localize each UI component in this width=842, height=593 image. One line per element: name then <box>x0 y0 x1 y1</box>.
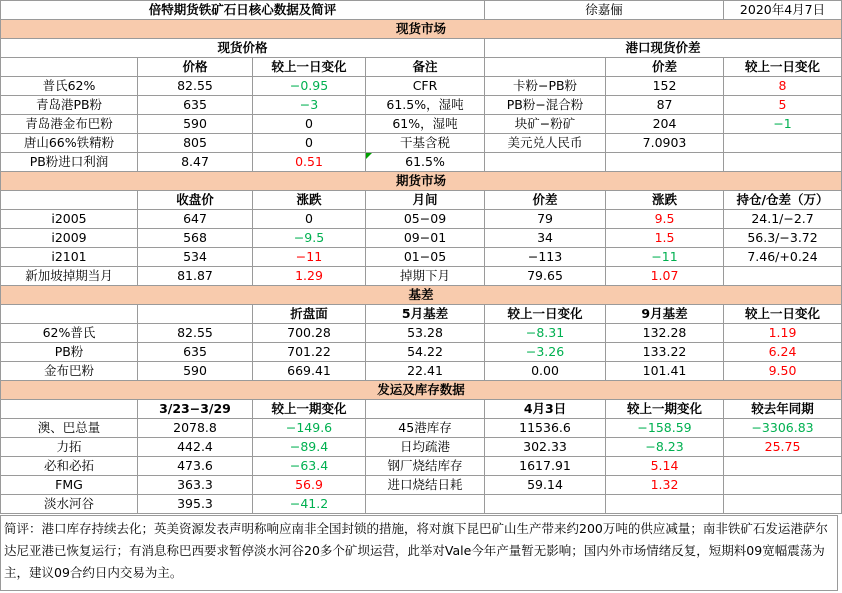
spot-left-title: 现货价格 <box>1 39 485 58</box>
col-header: 价格 <box>138 58 253 77</box>
section-futures: 期货市场 <box>1 172 842 191</box>
report-title: 倍特期货铁矿石日核心数据及简评 <box>1 1 485 20</box>
table-row: 必和必拓 473.6 −63.4 钢厂烧结库存 1617.91 5.14 <box>1 457 842 476</box>
col-header: 较去年同期 <box>724 400 842 419</box>
table-row: FMG 363.3 56.9 进口烧结日耗 59.14 1.32 <box>1 476 842 495</box>
table-row: 青岛港PB粉 635 −3 61.5%，湿吨 PB粉−混合粉 87 5 <box>1 96 842 115</box>
col-header: 9月基差 <box>606 305 724 324</box>
col-header: 涨跌 <box>253 191 366 210</box>
col-header: 价差 <box>485 191 606 210</box>
col-header: 价差 <box>606 58 724 77</box>
table-row: 唐山66%铁精粉 805 0 干基含税 美元兑人民币 7.0903 <box>1 134 842 153</box>
col-header: 5月基差 <box>366 305 485 324</box>
col-header: 3/23−3/29 <box>138 400 253 419</box>
col-header: 持仓/仓差（万） <box>724 191 842 210</box>
table-row: 金布巴粉 590 669.41 22.41 0.00 101.41 9.50 <box>1 362 842 381</box>
table-row: 青岛港金布巴粉 590 0 61%，湿吨 块矿−粉矿 204 −1 <box>1 115 842 134</box>
section-basis: 基差 <box>1 286 842 305</box>
col-header: 收盘价 <box>138 191 253 210</box>
col-header: 较上一日变化 <box>253 58 366 77</box>
col-header: 较上一日变化 <box>724 58 842 77</box>
col-header: 月间 <box>366 191 485 210</box>
table-row: PB粉进口利润 8.47 0.51 61.5% <box>1 153 842 172</box>
report-date: 2020年4月7日 <box>724 1 842 20</box>
table-row: 新加坡掉期当月 81.87 1.29 掉期下月 79.65 1.07 <box>1 267 842 286</box>
spot-right-title: 港口现货价差 <box>485 39 842 58</box>
section-spot: 现货市场 <box>1 20 842 39</box>
table-row: 澳、巴总量 2078.8 −149.6 45港库存 11536.6 −158.59 −3306.83 <box>1 419 842 438</box>
table-row: 普氏62% 82.55 −0.95 CFR 卡粉−PB粉 152 8 <box>1 77 842 96</box>
col-header: 4月3日 <box>485 400 606 419</box>
table-row: 62%普氏 82.55 700.28 53.28 −8.31 132.28 1.19 <box>1 324 842 343</box>
col-header: 较上一期变化 <box>253 400 366 419</box>
col-header: 较上一日变化 <box>724 305 842 324</box>
col-header: 较上一期变化 <box>606 400 724 419</box>
table-row: i2009 568 −9.5 09−01 34 1.5 56.3/−3.72 <box>1 229 842 248</box>
col-header: 折盘面 <box>253 305 366 324</box>
col-header: 涨跌 <box>606 191 724 210</box>
table-row: i2101 534 −11 01−05 −113 −11 7.46/+0.24 <box>1 248 842 267</box>
table-row: PB粉 635 701.22 54.22 −3.26 133.22 6.24 <box>1 343 842 362</box>
commentary: 简评：港口库存持续去化；英美资源发表声明称响应南非全国封锁的措施，将对旗下昆巴矿山生产带来约200万吨的供应减量；南非铁矿石发运港萨尔达尼亚港已恢复运行；有消息称巴西要求暂停淡水河谷20多个矿坝运营，此举对Vale今年产量暂无影响；国内外市场情绪反复，短期料09宽幅震荡为主，建议09合约日内交易为主。 <box>0 515 838 591</box>
table-row: 力拓 442.4 −89.4 日均疏港 302.33 −8.23 25.75 <box>1 438 842 457</box>
col-header: 较上一日变化 <box>485 305 606 324</box>
col-header: 备注 <box>366 58 485 77</box>
author: 徐嘉俪 <box>485 1 724 20</box>
table-row: i2005 647 0 05−09 79 9.5 24.1/−2.7 <box>1 210 842 229</box>
section-shipping: 发运及库存数据 <box>1 381 842 400</box>
table-row: 淡水河谷 395.3 −41.2 <box>1 495 842 514</box>
